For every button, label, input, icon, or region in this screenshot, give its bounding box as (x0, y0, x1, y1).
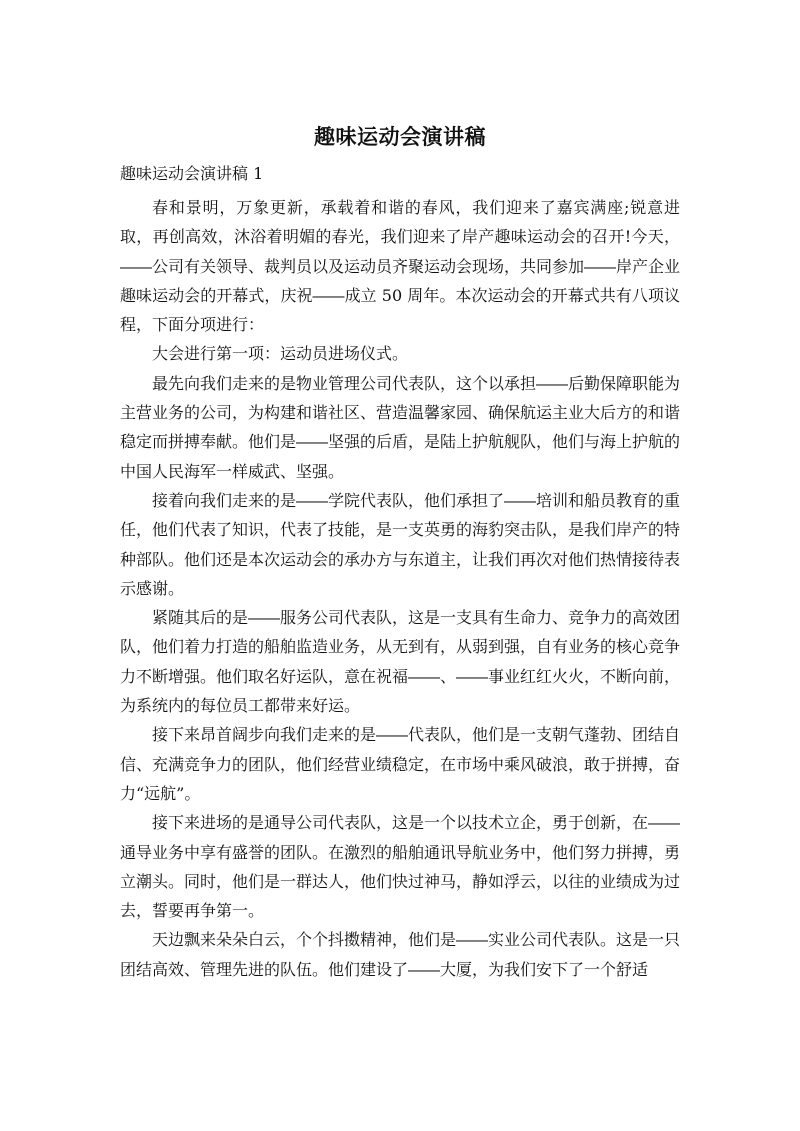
document-title: 趣味运动会演讲稿 (314, 125, 486, 149)
document-body (120, 193, 680, 984)
paragraph: 紧随其后的是――服务公司代表队，这是一支具有生命力、竞争力的高效团队，他们着力打造的船舶监造业务，从无到有，从弱到强，自有业务的核心竞争力不断增强。他们取名好运队，意在祝福――、――事业红红火火，不断向前，为系统内的每位员工都带来好运。 (120, 608, 681, 716)
paragraph: 最先向我们走来的是物业管理公司代表队，这个以承担――后勤保障职能为主营业务的公司，为构建和谐社区、营造温馨家园、确保航运主业大后方的和谐稳定而拼搏奉献。他们是――坚强的后盾，是陆上护航舰队，他们与海上护航的中国人民海军一样威武、坚强。 (120, 373, 681, 481)
paragraph: 接下来进场的是通导公司代表队，这是一个以技术立企，勇于创新，在――通导业务中享有盛誉的团队。在激烈的船舶通讯导航业务中，他们努力拼搏，勇立潮头。同时，他们是一群达人，他们快过神马，静如浮云，以往的业绩成为过去，誓要再争第一。 (120, 813, 681, 921)
paragraph: 大会进行第一项：运动员进场仪式。 (152, 344, 409, 364)
paragraph: 接下来昂首阔步向我们走来的是――代表队，他们是一支朝气蓬勃、团结自信、充满竞争力的团队，他们经营业绩稳定，在市场中乘风破浪，敢于拼搏，奋力“远航”。 (120, 725, 681, 803)
paragraph: 接着向我们走来的是――学院代表队，他们承担了――培训和船员教育的重任，他们代表了知识，代表了技能，是一支英勇的海豹突击队，是我们岸产的特种部队。他们还是本次运动会的承办方与东道主，让我们再次对他们热情接待表示感谢。 (120, 490, 681, 598)
document-subtitle: 趣味运动会演讲稿 1 (120, 164, 264, 183)
paragraph: 天边飘来朵朵白云，个个抖擞精神，他们是――实业公司代表队。这是一只团结高效、管理先进的队伍。他们建设了――大厦，为我们安下了一个舒适 (120, 930, 681, 979)
paragraph: 春和景明，万象更新，承载着和谐的春风，我们迎来了嘉宾满座;锐意进取，再创高效，沐浴着明媚的春光，我们迎来了岸产趣味运动会的召开!今天，――公司有关领导、裁判员以及运动员齐聚运动会现场，共同参加――岸产企业趣味运动会的开幕式，庆祝――成立 50 周年。本次运动会的开幕式共有八项议程，下面分项进行： (120, 198, 681, 335)
